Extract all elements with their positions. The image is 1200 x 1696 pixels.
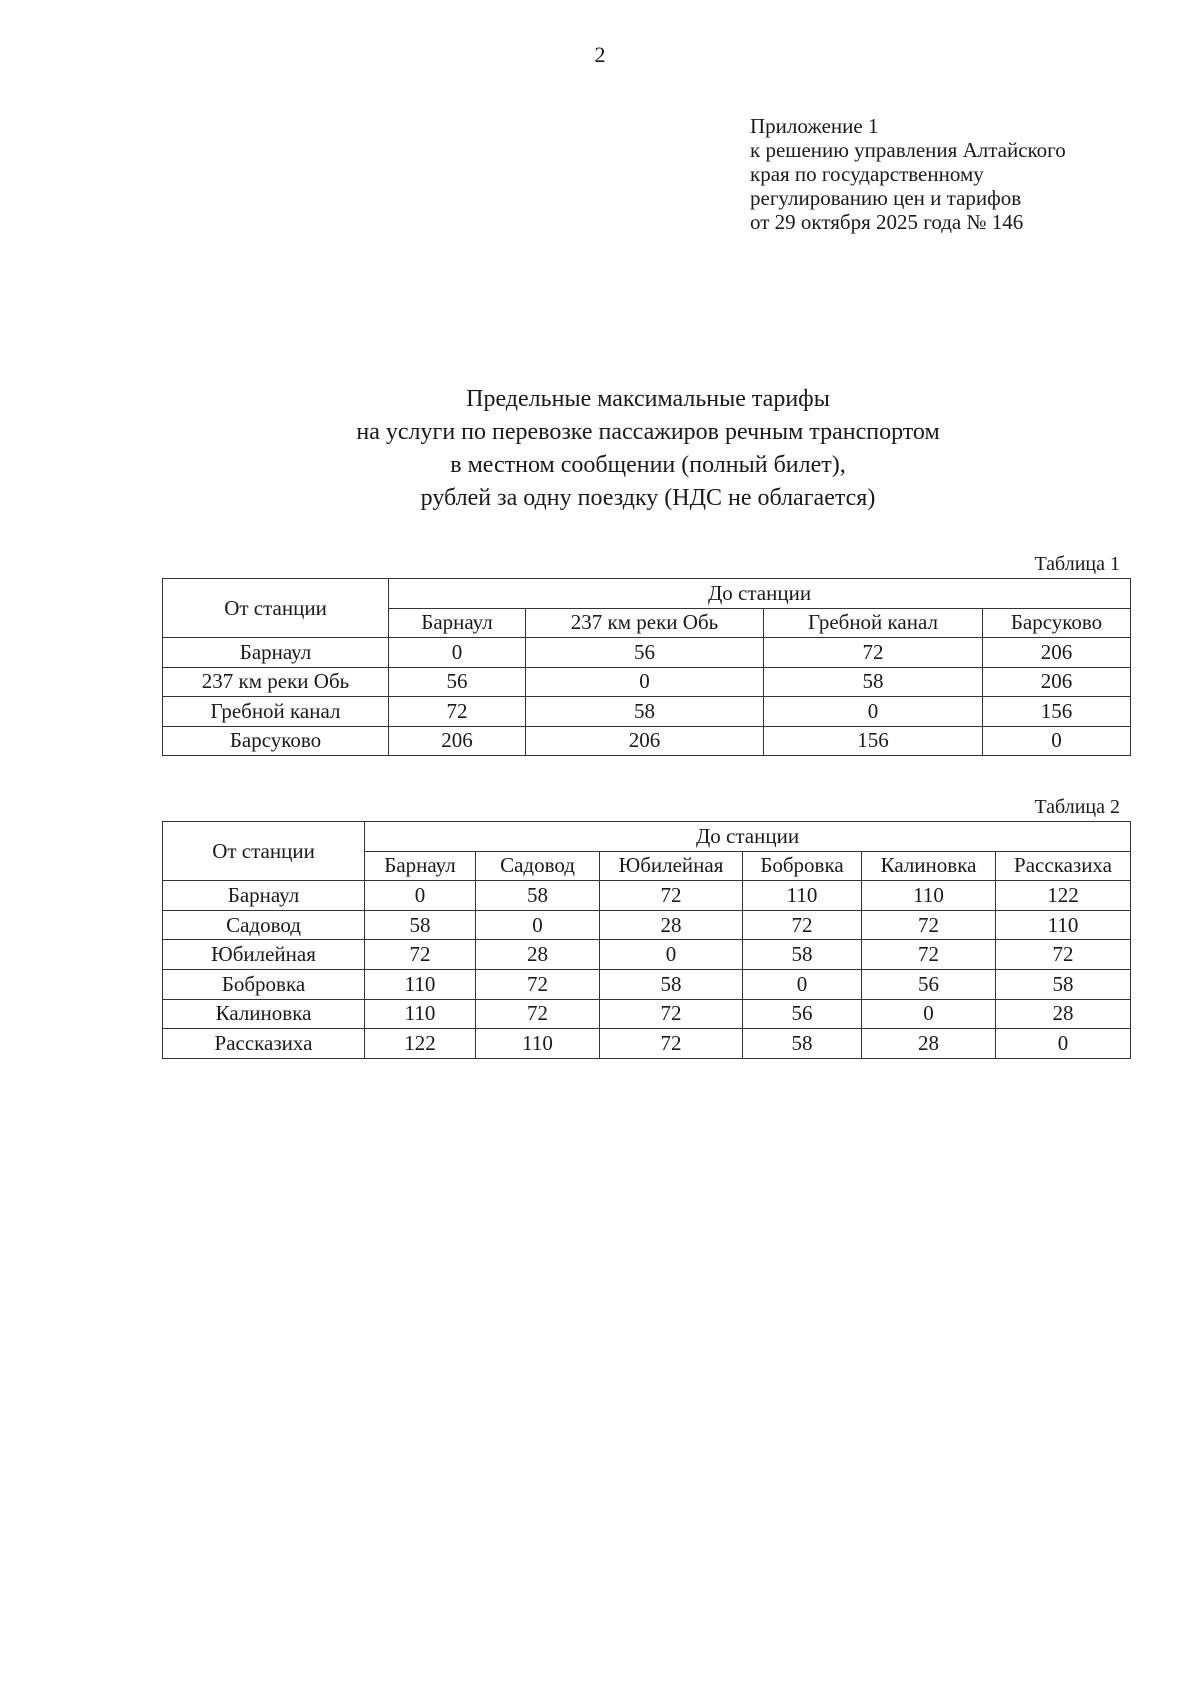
tariff-cell: 0 bbox=[862, 999, 996, 1029]
tariff-cell: 72 bbox=[862, 940, 996, 970]
document-title bbox=[160, 383, 1136, 515]
from-station-header: От станции bbox=[163, 579, 389, 638]
table-row bbox=[163, 667, 1131, 697]
tariff-cell: 56 bbox=[526, 638, 764, 668]
table-row bbox=[163, 881, 1131, 911]
tariff-cell: 72 bbox=[764, 638, 983, 668]
tariff-cell: 122 bbox=[365, 1029, 476, 1059]
to-station-header: До станции bbox=[389, 579, 1131, 609]
appendix-block bbox=[750, 114, 1066, 234]
tariff-cell: 72 bbox=[862, 910, 996, 940]
tariff-cell: 110 bbox=[862, 881, 996, 911]
table-row bbox=[163, 697, 1131, 727]
row-station: 237 км реки Обь bbox=[163, 667, 389, 697]
tariff-cell: 58 bbox=[743, 1029, 862, 1059]
tariff-cell: 156 bbox=[764, 726, 983, 756]
table-row bbox=[163, 969, 1131, 999]
tariff-cell: 0 bbox=[764, 697, 983, 727]
appendix-line: регулированию цен и тарифов bbox=[750, 186, 1022, 210]
table-row bbox=[163, 1029, 1131, 1059]
column-header: Бобровка bbox=[743, 851, 862, 881]
tariff-cell: 206 bbox=[526, 726, 764, 756]
from-station-header: От станции bbox=[163, 822, 365, 881]
table1-label: Таблица 1 bbox=[1034, 553, 1120, 575]
row-station: Бобровка bbox=[163, 969, 365, 999]
page-number: 2 bbox=[594, 42, 606, 67]
column-header: Барсуково bbox=[983, 608, 1131, 638]
column-header: Юбилейная bbox=[600, 851, 743, 881]
tariff-cell: 72 bbox=[996, 940, 1131, 970]
tariff-cell: 0 bbox=[389, 638, 526, 668]
tariff-cell: 156 bbox=[983, 697, 1131, 727]
tariff-cell: 28 bbox=[996, 999, 1131, 1029]
row-station: Рассказиха bbox=[163, 1029, 365, 1059]
tariff-cell: 0 bbox=[476, 910, 600, 940]
tariff-cell: 0 bbox=[365, 881, 476, 911]
tariff-cell: 206 bbox=[983, 638, 1131, 668]
tariff-cell: 28 bbox=[862, 1029, 996, 1059]
title-line: Предельные максимальные тарифы bbox=[466, 386, 830, 412]
appendix-line: от 29 октября 2025 года № 146 bbox=[750, 210, 1024, 234]
tariff-table-1 bbox=[162, 578, 1131, 756]
tariff-cell: 110 bbox=[996, 910, 1131, 940]
appendix-line: к решению управления Алтайского bbox=[750, 138, 1066, 162]
tariff-cell: 110 bbox=[476, 1029, 600, 1059]
column-header: Барнаул bbox=[389, 608, 526, 638]
tariff-cell: 0 bbox=[526, 667, 764, 697]
row-station: Гребной канал bbox=[163, 697, 389, 727]
row-station: Барсуково bbox=[163, 726, 389, 756]
column-header: 237 км реки Обь bbox=[526, 608, 764, 638]
row-station: Калиновка bbox=[163, 999, 365, 1029]
tariff-cell: 28 bbox=[476, 940, 600, 970]
tariff-cell: 0 bbox=[983, 726, 1131, 756]
tariff-cell: 58 bbox=[526, 697, 764, 727]
column-header: Калиновка bbox=[862, 851, 996, 881]
column-header: Рассказиха bbox=[996, 851, 1131, 881]
tariff-cell: 72 bbox=[600, 999, 743, 1029]
tariff-cell: 58 bbox=[764, 667, 983, 697]
tariff-cell: 58 bbox=[476, 881, 600, 911]
tariff-cell: 110 bbox=[743, 881, 862, 911]
appendix-line: края по государственному bbox=[750, 162, 984, 186]
row-station: Барнаул bbox=[163, 881, 365, 911]
tariff-cell: 72 bbox=[389, 697, 526, 727]
tariff-cell: 72 bbox=[600, 881, 743, 911]
tariff-cell: 72 bbox=[476, 999, 600, 1029]
tariff-cell: 56 bbox=[389, 667, 526, 697]
tariff-cell: 58 bbox=[600, 969, 743, 999]
tariff-cell: 206 bbox=[389, 726, 526, 756]
tariff-cell: 58 bbox=[365, 910, 476, 940]
column-header: Садовод bbox=[476, 851, 600, 881]
table-row bbox=[163, 726, 1131, 756]
tariff-cell: 0 bbox=[996, 1029, 1131, 1059]
tariff-cell: 0 bbox=[743, 969, 862, 999]
title-line: в местном сообщении (полный билет), bbox=[450, 452, 846, 478]
tariff-cell: 72 bbox=[743, 910, 862, 940]
table-row bbox=[163, 999, 1131, 1029]
table-row bbox=[163, 638, 1131, 668]
tariff-cell: 0 bbox=[600, 940, 743, 970]
tariff-cell: 58 bbox=[743, 940, 862, 970]
tariff-cell: 206 bbox=[983, 667, 1131, 697]
tariff-cell: 110 bbox=[365, 969, 476, 999]
tariff-cell: 56 bbox=[862, 969, 996, 999]
tariff-cell: 110 bbox=[365, 999, 476, 1029]
table-row bbox=[163, 910, 1131, 940]
row-station: Юбилейная bbox=[163, 940, 365, 970]
tariff-cell: 56 bbox=[743, 999, 862, 1029]
column-header: Гребной канал bbox=[764, 608, 983, 638]
tariff-cell: 72 bbox=[365, 940, 476, 970]
appendix-line: Приложение 1 bbox=[750, 114, 879, 138]
tariff-cell: 122 bbox=[996, 881, 1131, 911]
tariff-cell: 58 bbox=[996, 969, 1131, 999]
tariff-cell: 28 bbox=[600, 910, 743, 940]
tariff-cell: 72 bbox=[600, 1029, 743, 1059]
title-line: на услуги по перевозке пассажиров речным транспортом bbox=[356, 419, 940, 445]
tariff-table-2 bbox=[162, 821, 1131, 1059]
row-station: Барнаул bbox=[163, 638, 389, 668]
table-row bbox=[163, 940, 1131, 970]
table2-label: Таблица 2 bbox=[1034, 796, 1120, 818]
row-station: Садовод bbox=[163, 910, 365, 940]
tariff-cell: 72 bbox=[476, 969, 600, 999]
column-header: Барнаул bbox=[365, 851, 476, 881]
to-station-header: До станции bbox=[365, 822, 1131, 852]
title-line: рублей за одну поездку (НДС не облагается) bbox=[420, 485, 876, 511]
